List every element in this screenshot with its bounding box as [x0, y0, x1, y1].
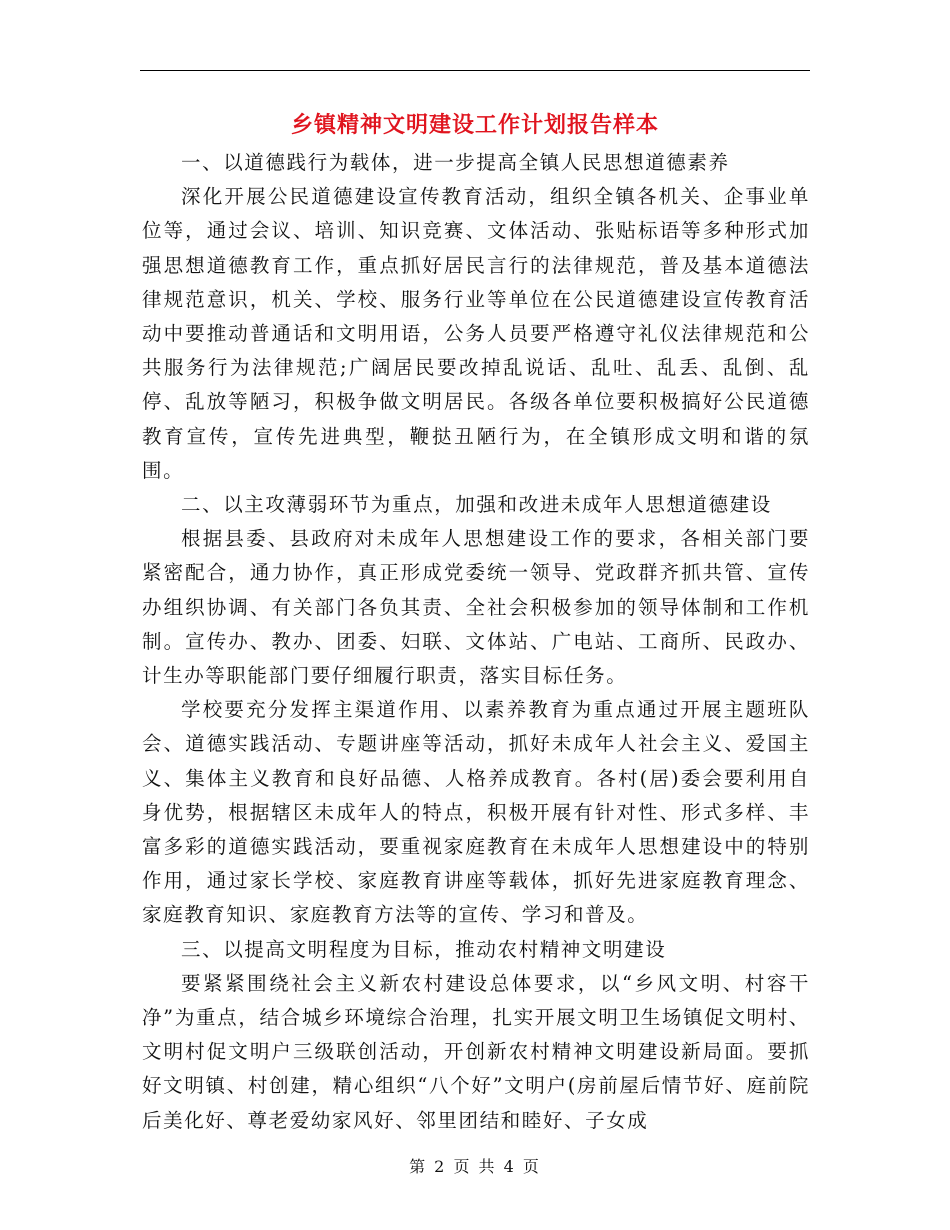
- paragraph-1: 深化开展公民道德建设宣传教育活动，组织全镇各机关、企事业单位等，通过会议、培训、知识竞赛、文体活动、张贴标语等多种形式加强思想道德教育工作，重点抓好居民言行的法律规范，普及基本道德法律规范意识，机关、学校、服务行业等单位在公民道德建设宣传教育活动中要推动普通话和文明用语，公务人员要严格遵守礼仪法律规范和公共服务行为法律规范;广阔居民要改掉乱说话、乱吐、乱丢、乱倒、乱停、乱放等陋习，积极争做文明居民。各级各单位要积极搞好公民道德教育宣传，宣传先进典型，鞭挞丑陋行为，在全镇形成文明和谐的氛围。: [142, 185, 810, 482]
- paragraph-4: 要紧紧围绕社会主义新农村建设总体要求，以“乡风文明、村容干净”为重点，结合城乡环境综合治理，扎实开展文明卫生场镇促文明村、文明村促文明户三级联创活动，开创新农村精神文明建设新局面。要抓好文明镇、村创建，精心组织“八个好”文明户(房前屋后情节好、庭前院后美化好、尊老爱幼家风好、邻里团结和睦好、子女成: [142, 971, 810, 1132]
- paragraph-3: 学校要充分发挥主渠道作用、以素养教育为重点通过开展主题班队会、道德实践活动、专题讲座等活动，抓好未成年人社会主义、爱国主义、集体主义教育和良好品德、人格养成教育。各村(居)委会要利用自身优势，根据辖区未成年人的特点，积极开展有针对性、形式多样、丰富多彩的道德实践活动，要重视家庭教育在未成年人思想建设中的特别作用，通过家长学校、家庭教育讲座等载体，抓好先进家庭教育理念、家庭教育知识、家庭教育方法等的宣传、学习和普及。: [142, 698, 810, 927]
- section-heading-3: 三、以提高文明程度为目标，推动农村精神文明建设: [181, 937, 667, 961]
- paragraph-2: 根据县委、县政府对未成年人思想建设工作的要求，各相关部门要紧密配合，通力协作，真正形成党委统一领导、党政群齐抓共管、宣传办组织协调、有关部门各负其责、全社会积极参加的领导体制和工作机制。宣传办、教办、团委、妇联、文体站、广电站、工商所、民政办、计生办等职能部门要仔细履行职责，落实目标任务。: [142, 527, 810, 688]
- section-heading-1: 一、以道德践行为载体，进一步提高全镇人民思想道德素养: [181, 151, 730, 174]
- page-number: 第 2 页 共 4 页: [409, 1157, 541, 1176]
- header-rule: [140, 70, 810, 71]
- section-heading-2: 二、以主攻薄弱环节为重点，加强和改进未成年人思想道德建设: [181, 493, 772, 517]
- document-title: 乡镇精神文明建设工作计划报告样本: [290, 112, 659, 138]
- document-body: [142, 146, 810, 1138]
